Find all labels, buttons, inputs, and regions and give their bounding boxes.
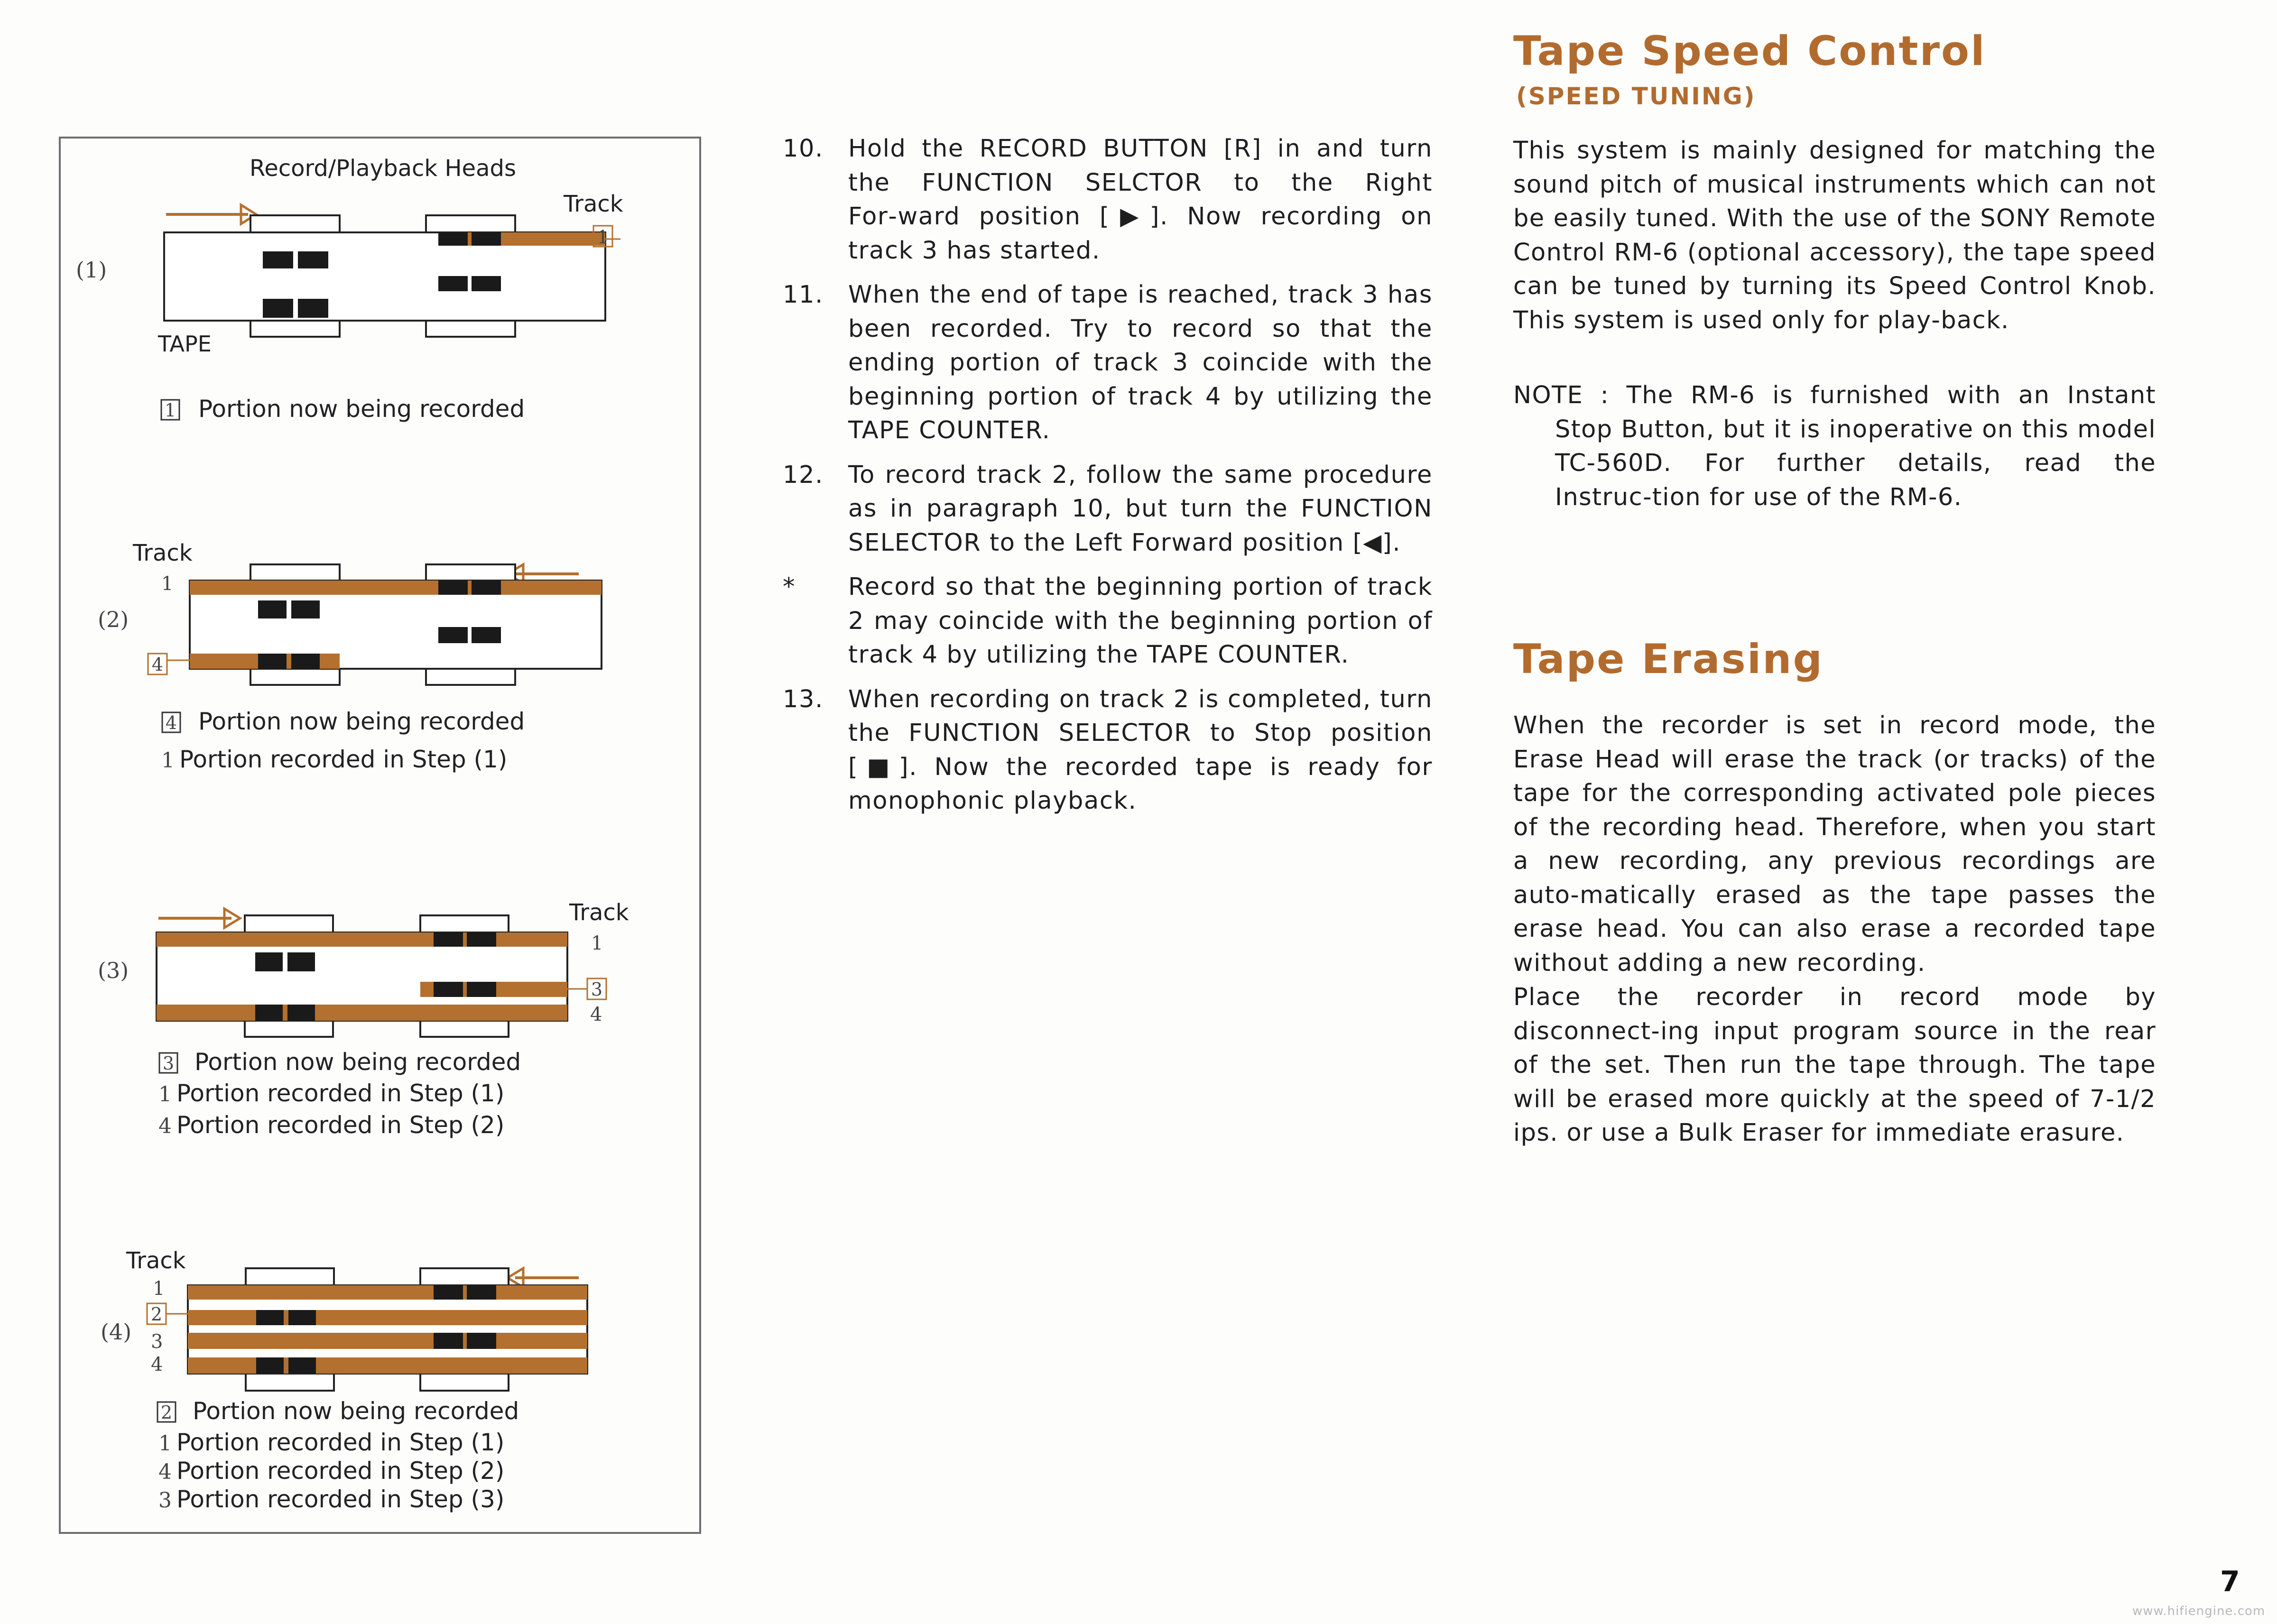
head-gap bbox=[291, 654, 320, 669]
track-diagram-box bbox=[59, 137, 701, 1534]
legend-marker: 3 bbox=[158, 1488, 172, 1513]
note-label: NOTE : bbox=[1513, 381, 1610, 409]
step-label: (3) bbox=[98, 958, 129, 983]
track-marker-number: 2 bbox=[150, 1304, 163, 1325]
legend-text: Portion recorded in Step (1) bbox=[176, 1080, 505, 1107]
page-number: 7 bbox=[2220, 1565, 2240, 1598]
tape-direction-arrow-right bbox=[158, 909, 240, 928]
speed-control-heading: Tape Speed Control bbox=[1513, 28, 1986, 75]
step-number: 10. bbox=[783, 135, 824, 163]
note-text: Record so that the beginning portion of track 2 may coincide with the beginning portion of track 4 by utilizing the TAPE COUNTER. bbox=[848, 573, 1433, 669]
head-gap bbox=[298, 251, 328, 268]
step-number: 13. bbox=[783, 685, 824, 713]
instruction-steps bbox=[783, 132, 1433, 829]
head-gap bbox=[438, 276, 468, 291]
tape-erasing-heading: Tape Erasing bbox=[1513, 636, 1824, 683]
head-gap bbox=[434, 1285, 463, 1300]
speed-control-paragraph: This system is mainly designed for matching the sound pitch of musical instruments which can not be easily tuned. With the use of the SONY Remote Control RM-6 (optional accessory), the tape speed can be tuned by turning its Speed Control Knob. This system is used only for play‑back. bbox=[1513, 137, 2156, 334]
head-gap bbox=[255, 952, 283, 971]
head-gap bbox=[472, 276, 501, 291]
rm6-note bbox=[1513, 378, 2156, 514]
step-label: (4) bbox=[101, 1319, 132, 1345]
head-gap bbox=[288, 1357, 316, 1374]
step-12-note bbox=[783, 570, 1433, 672]
legend-text: Portion now being recorded bbox=[194, 1048, 521, 1076]
head-gap bbox=[467, 982, 496, 997]
tape-label: TAPE bbox=[158, 331, 212, 357]
legend-marker: 1 bbox=[164, 400, 176, 421]
track-label: Track bbox=[126, 1247, 186, 1274]
legend-text: Portion recorded in Step (2) bbox=[176, 1111, 505, 1139]
head-gap bbox=[263, 299, 293, 318]
legend-marker: 1 bbox=[161, 748, 175, 773]
head-housing-bottom bbox=[250, 320, 340, 337]
step-12 bbox=[783, 458, 1433, 560]
step-11 bbox=[783, 278, 1433, 448]
step-number: 12. bbox=[783, 461, 824, 489]
head-gap bbox=[287, 952, 315, 971]
head-gap bbox=[472, 627, 501, 643]
legend-text: Portion now being recorded bbox=[193, 1397, 519, 1425]
step-label: (2) bbox=[98, 607, 129, 632]
tape-direction-arrow-right bbox=[166, 205, 256, 224]
recorded-track bbox=[188, 1285, 587, 1300]
head-gap bbox=[472, 581, 501, 595]
diagram-step-1 bbox=[76, 155, 623, 423]
head-housing-bottom bbox=[246, 1374, 334, 1391]
step-text: When the end of tape is reached, track 3 has been recorded. Try to record so that the ending portion of track 3 coincide with the beginning portion of track 4 by utilizing the TAPE COUNTER. bbox=[848, 281, 1433, 444]
step-text: Hold the RECORD BUTTON [R] in and turn the FUNCTION SELCTOR to the Right For‑ward position [▶]. Now recording on track 3 has started. bbox=[848, 135, 1433, 265]
track-number: 4 bbox=[590, 1004, 602, 1025]
track-marker-number: 1 bbox=[597, 227, 609, 248]
track-label: Track bbox=[564, 191, 623, 217]
track-number: 1 bbox=[591, 932, 603, 954]
head-housing-bottom bbox=[245, 1020, 333, 1037]
legend-text: Portion now being recorded bbox=[198, 708, 525, 735]
head-housing-top bbox=[426, 564, 515, 581]
recorded-track bbox=[188, 1333, 587, 1349]
recorded-track bbox=[157, 1005, 567, 1021]
diagram-step-4 bbox=[101, 1247, 587, 1513]
recorded-track bbox=[188, 1310, 587, 1325]
legend-marker: 1 bbox=[158, 1082, 172, 1107]
legend-marker: 1 bbox=[158, 1431, 172, 1456]
head-gap bbox=[258, 654, 287, 669]
track-diagram bbox=[61, 138, 703, 1536]
note-first-text: The RM-6 is furnished with an Instant bbox=[1626, 381, 2156, 409]
step-13 bbox=[783, 683, 1433, 818]
note-first-line bbox=[1513, 378, 2156, 413]
head-gap bbox=[256, 1357, 284, 1374]
head-gap bbox=[255, 1005, 283, 1021]
track-number: 1 bbox=[153, 1278, 165, 1300]
legend-marker: 4 bbox=[158, 1114, 172, 1138]
head-gap bbox=[256, 1310, 284, 1325]
head-gap bbox=[467, 932, 496, 947]
head-gap bbox=[438, 581, 468, 595]
step-label: (1) bbox=[76, 257, 107, 283]
head-gap bbox=[291, 600, 320, 618]
head-gap bbox=[263, 251, 293, 268]
step-number: 11. bbox=[783, 281, 824, 309]
track-number: 1 bbox=[161, 573, 174, 595]
tape-erasing-paragraph-2: Place the recorder in record mode by disconnect‑ing input program source in the rear of the set. Then run the tape through. The tape will be erased more quickly at the speed of 7-1/2 ips. or use a Bulk Eraser for immediate erasure. bbox=[1513, 983, 2156, 1147]
head-housing-bottom bbox=[420, 1020, 509, 1037]
head-gap bbox=[467, 1285, 496, 1300]
legend-marker: 4 bbox=[165, 712, 177, 733]
heads-label: Record/Playback Heads bbox=[250, 155, 516, 182]
legend-marker: 3 bbox=[162, 1053, 175, 1074]
legend-text: Portion recorded in Step (1) bbox=[176, 1429, 505, 1456]
recorded-track bbox=[157, 932, 567, 947]
legend-text: Portion recorded in Step (2) bbox=[176, 1457, 505, 1485]
track-number: 4 bbox=[151, 1354, 163, 1375]
track-number: 3 bbox=[151, 1331, 163, 1353]
step-10 bbox=[783, 132, 1433, 268]
speed-tuning-subheading: (SPEED TUNING) bbox=[1516, 83, 1756, 110]
step-text: To record track 2, follow the same procedure as in paragraph 10, but turn the FUNCTION SELECTOR to the Left Forward position [◀]. bbox=[848, 461, 1433, 557]
head-housing-bottom bbox=[426, 668, 515, 685]
track-marker-number: 4 bbox=[151, 654, 164, 675]
head-housing-top bbox=[250, 564, 340, 581]
head-gap bbox=[298, 299, 328, 318]
head-housing-bottom bbox=[420, 1374, 509, 1391]
track-label: Track bbox=[569, 899, 629, 926]
head-gap bbox=[434, 982, 463, 997]
watermark-text: www.hifiengine.com bbox=[2132, 1604, 2266, 1618]
diagram-step-3 bbox=[98, 899, 629, 1139]
legend-marker: 4 bbox=[158, 1460, 172, 1484]
track-marker-number: 3 bbox=[591, 979, 603, 1000]
tape-erasing-paragraph-1: When the recorder is set in record mode, the Erase Head will erase the track (or tracks) of the tape for the corresponding activated pole pieces of the recording head. Therefore, when you start a new recording, any previous recordings are auto‑matically erased as the tape passes the erase head. You can also erase a recorded tape without adding a new recording. bbox=[1513, 711, 2156, 977]
head-gap bbox=[472, 232, 501, 246]
head-housing-bottom bbox=[426, 320, 515, 337]
head-housing-bottom bbox=[250, 668, 340, 685]
legend-text: Portion now being recorded bbox=[198, 395, 525, 423]
note-asterisk: * bbox=[783, 573, 796, 601]
diagram-step-2 bbox=[98, 540, 602, 773]
legend-text: Portion recorded in Step (1) bbox=[179, 746, 508, 773]
step-text: When recording on track 2 is completed, turn the FUNCTION SELECTOR to Stop position [■]. Now the recorded tape is ready for monophonic playback. bbox=[848, 685, 1433, 815]
head-gap bbox=[287, 1005, 315, 1021]
head-gap bbox=[288, 1310, 316, 1325]
recorded-track bbox=[188, 1357, 587, 1374]
head-gap bbox=[434, 1333, 463, 1349]
legend-marker: 2 bbox=[160, 1402, 173, 1423]
head-gap bbox=[434, 932, 463, 947]
head-gap bbox=[467, 1333, 496, 1349]
head-gap bbox=[258, 600, 287, 618]
note-continued-text: Stop Button, but it is inoperative on this model TC-560D. For further details, read the Instruc‑tion for use of the RM-6. bbox=[1555, 415, 2156, 511]
legend-text: Portion recorded in Step (3) bbox=[176, 1486, 505, 1513]
recorded-track bbox=[190, 581, 602, 595]
head-gap bbox=[438, 232, 468, 246]
track-label: Track bbox=[133, 540, 193, 566]
head-gap bbox=[438, 627, 468, 643]
